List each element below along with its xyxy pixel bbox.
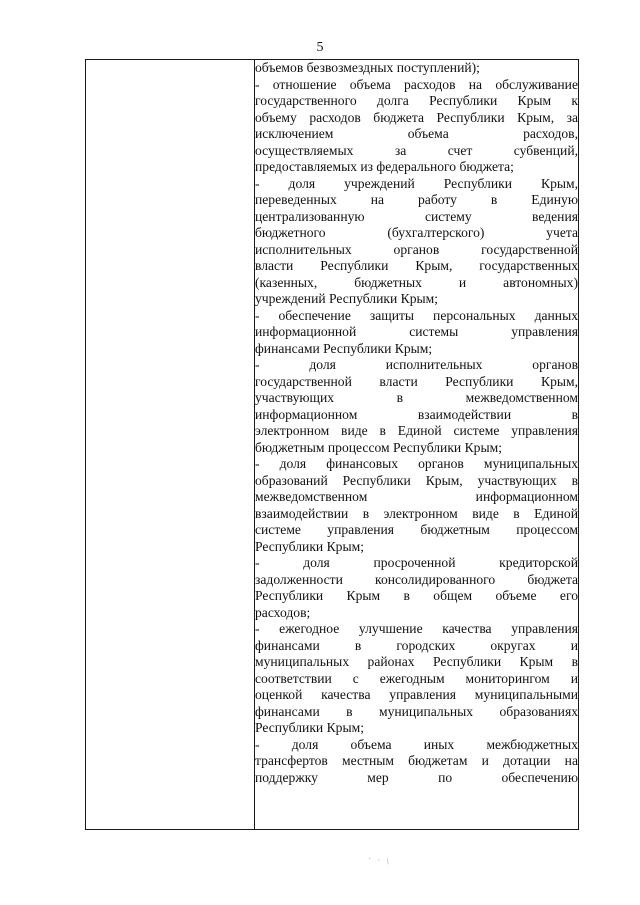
text-line: трансфертов местным бюджетам и дотации на (255, 753, 578, 768)
text-line: Республики Крым; (255, 720, 364, 735)
empty-left-cell (86, 60, 255, 830)
text-line: информационном взаимодействии в (255, 406, 578, 422)
text-line: поддержку мер по обеспечению (255, 769, 578, 785)
text-line: - доля учреждений Республики Крым, (255, 175, 578, 191)
text-line: (казенных, бюджетных и автономных) (255, 274, 578, 290)
text-line: учреждений Республики Крым; (255, 291, 438, 306)
text-line: информационной системы управления (255, 324, 578, 339)
text-line: объемов безвозмездных поступлений); (255, 60, 480, 75)
text-line: образований Республики Крым, участвующих в (255, 472, 578, 488)
text-line: государственной власти Республики Крым, (255, 373, 578, 389)
text-line: - доля просроченной кредиторской (255, 555, 578, 570)
page-number: 5 (316, 40, 324, 55)
text-line: - доля объема иных межбюджетных (255, 736, 578, 752)
text-line: исключением объема расходов, (255, 126, 578, 141)
text-line: переведенных на работу в Единую (255, 192, 578, 207)
scan-mark: · · \ (367, 853, 392, 867)
text-line: соответствии с ежегодным мониторингом и (255, 670, 578, 686)
text-line: - ежегодное улучшение качества управления (255, 621, 578, 636)
text-line: электронном виде в Единой системе управления (255, 423, 578, 438)
text-line: бюджетным процессом Республики Крым; (255, 439, 502, 455)
text-line: финансами в городских округах и (255, 637, 578, 653)
table-row (86, 60, 579, 830)
text-line: осуществляемых за счет субвенций, (255, 142, 578, 158)
text-line: финансами в муниципальных образованиях (255, 703, 578, 719)
text-line: - обеспечение защиты персональных данных (255, 307, 578, 323)
text-line: власти Республики Крым, государственных (255, 258, 578, 273)
text-line: Республики Крым в общем объеме его (255, 588, 578, 603)
text-line: бюджетного (бухгалтерского) учета (255, 225, 578, 240)
indicators-text-cell (255, 60, 579, 830)
text-line: задолженности консолидированного бюджета (255, 571, 578, 587)
text-line: межведомственном информационном (255, 489, 578, 504)
text-line: расходов; (255, 604, 311, 620)
text-line: - отношение объема расходов на обслуживание (255, 76, 578, 92)
text-line: финансами Республики Крым; (255, 340, 433, 356)
text-line: оценкой качества управления муниципальными (255, 687, 578, 702)
indicators-table (85, 59, 579, 830)
indicators-text (255, 60, 578, 786)
text-line: централизованную систему ведения (255, 208, 578, 224)
text-line: взаимодействии в электронном виде в Единой (255, 505, 578, 521)
text-line: - доля исполнительных органов (255, 357, 578, 372)
text-line: - доля финансовых органов муниципальных (255, 456, 578, 471)
text-line: участвующих в межведомственном (255, 390, 578, 405)
text-line: исполнительных органов государственной (255, 241, 578, 257)
text-line: Республики Крым; (255, 538, 364, 554)
text-line: государственного долга Республики Крым к (255, 93, 578, 108)
text-line: объему расходов бюджета Республики Крым, за (255, 109, 578, 125)
text-line: предоставляемых из федерального бюджета; (255, 159, 514, 174)
text-line: системе управления бюджетным процессом (255, 522, 578, 537)
text-line: муниципальных районах Республики Крым в (255, 654, 578, 669)
